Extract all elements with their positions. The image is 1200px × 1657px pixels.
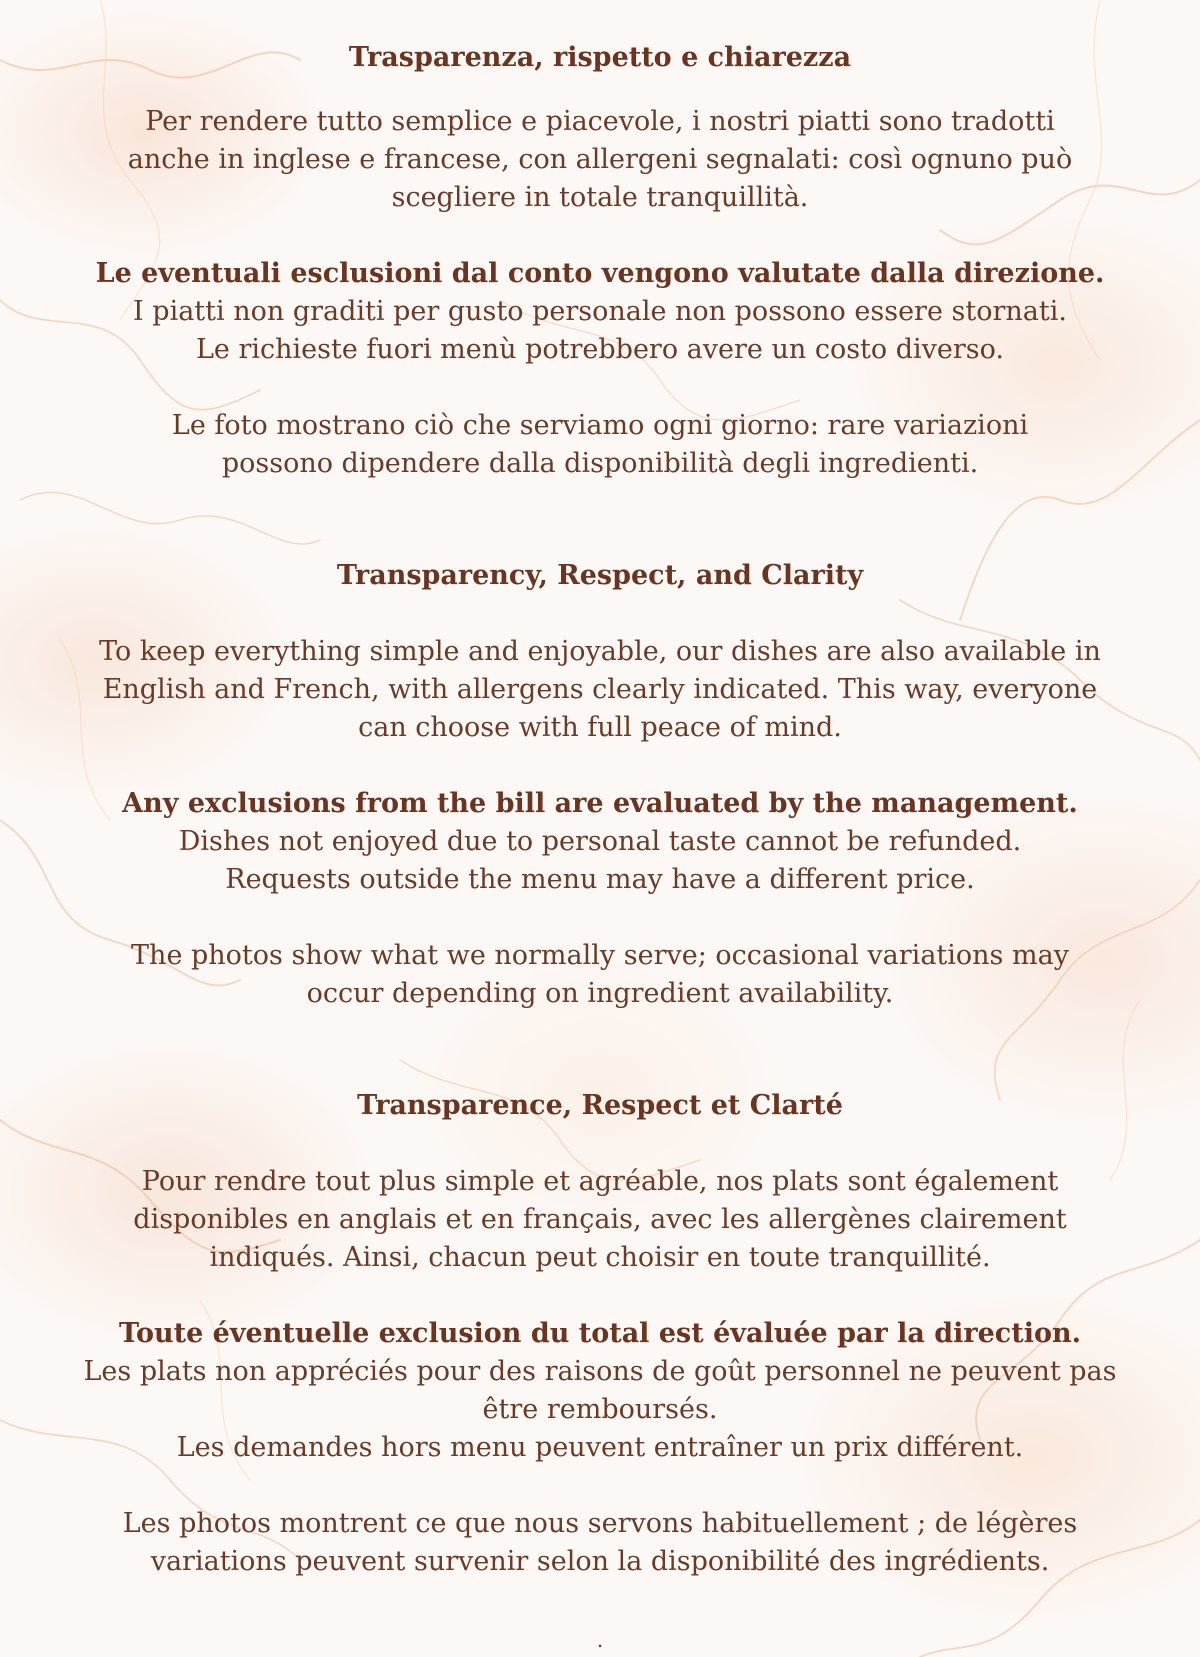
french-billing-line1: Les plats non appréciés pour des raisons de goût personnel ne peuvent pas être remboursés. <box>83 1356 1117 1425</box>
french-section <box>80 1087 1120 1125</box>
italian-intro-block <box>80 103 1120 217</box>
french-billing-bold: Toute éventuelle exclusion du total est évaluée par la direction. <box>119 1318 1081 1349</box>
italian-section <box>80 39 1120 77</box>
italian-billing-bold: Le eventuali esclusioni dal conto vengono valutate dalla direzione. <box>95 258 1105 289</box>
italian-intro: Per rendere tutto semplice e piacevole, i nostri piatti sono tradotti anche in inglese e francese, con allergeni segnalati: così ognuno può scegliere in totale tranquillità. <box>127 106 1073 213</box>
footer-mark: . <box>596 1628 604 1652</box>
italian-billing-block <box>80 255 1120 369</box>
english-section <box>80 557 1120 595</box>
english-photos: The photos show what we normally serve; occasional variations may occur depending on ingredient availability. <box>131 940 1069 1009</box>
italian-title: Trasparenza, rispetto e chiarezza <box>348 42 852 73</box>
english-photos-block <box>80 937 1120 1013</box>
english-intro: To keep everything simple and enjoyable, our dishes are also available in English and French, with allergens clearly indicated. This way, everyone can choose with full peace of mind. <box>99 636 1101 743</box>
italian-billing-line1: I piatti non graditi per gusto personale non possono essere stornati. <box>133 296 1067 327</box>
french-intro: Pour rendre tout plus simple et agréable, nos plats sont également disponibles en anglais et en français, avec les allergènes clairement indiqués. Ainsi, chacun peut choisir en toute tranquillité. <box>133 1166 1067 1273</box>
english-billing-line2: Requests outside the menu may have a different price. <box>225 864 975 895</box>
english-billing-line1: Dishes not enjoyed due to personal taste cannot be refunded. <box>178 826 1022 857</box>
french-photos: Les photos montrent ce que nous servons habituellement ; de légères variations peuvent survenir selon la disponibilité des ingrédients. <box>122 1508 1078 1577</box>
english-billing-bold: Any exclusions from the bill are evaluated by the management. <box>122 788 1078 819</box>
italian-photos-block <box>80 407 1120 483</box>
italian-photos: Le foto mostrano ciò che serviamo ogni giorno: rare variazioni possono dipendere dalla disponibilità degli ingredienti. <box>171 410 1029 479</box>
french-billing-line2: Les demandes hors menu peuvent entraîner un prix différent. <box>176 1432 1024 1463</box>
english-title: Transparency, Respect, and Clarity <box>336 560 864 591</box>
french-photos-block <box>80 1505 1120 1581</box>
french-billing-block <box>80 1315 1120 1467</box>
french-title: Transparence, Respect et Clarté <box>357 1090 843 1121</box>
english-billing-block <box>80 785 1120 899</box>
french-intro-block <box>80 1163 1120 1277</box>
english-intro-block <box>80 633 1120 747</box>
italian-billing-line2: Le richieste fuori menù potrebbero avere un costo diverso. <box>195 334 1005 365</box>
